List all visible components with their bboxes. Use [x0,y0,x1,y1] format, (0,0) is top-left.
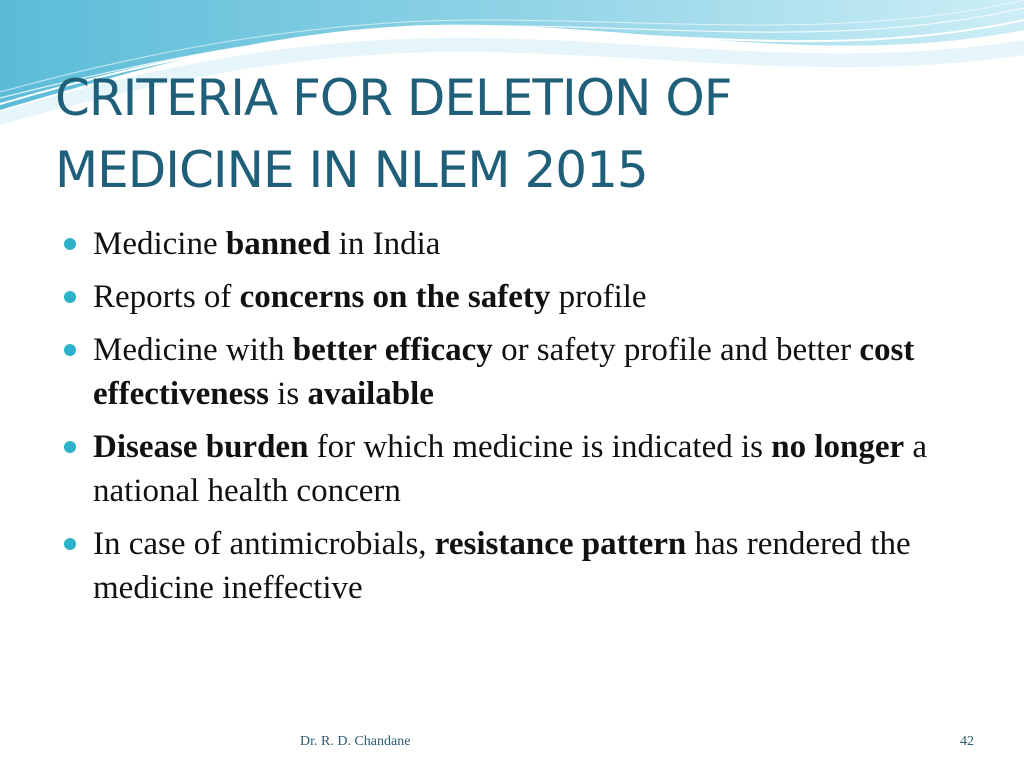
bullet-bold-text: no longer [771,429,905,465]
bullet-item [60,522,980,610]
bullet-text: Reports of [93,279,240,315]
slide-title [55,62,985,206]
bullet-bold-text: concerns on the safety [239,279,551,315]
bullet-item [60,328,980,416]
footer-author: Dr. R. D. Chandane [300,734,411,749]
bullet-text: is [268,376,308,412]
slide-title-line-1: CRITERIA FOR DELETION OF [55,69,732,127]
bullet-text: profile [550,279,647,315]
bullet-bold-text: Disease burden [93,429,309,465]
bullet-bold-text: banned [225,226,331,262]
bullet-list [60,222,980,619]
bullet-text: in India [330,226,441,262]
bullet-text: Medicine with [93,332,293,368]
bullet-bold-text: available [307,376,434,412]
bullet-item [60,425,980,513]
bullet-dot-icon [64,538,76,550]
bullet-text: or safety profile and better [492,332,860,368]
bullet-bold-text: cost effectiveness [93,332,915,412]
bullet-item [60,275,980,319]
bullet-bold-text: resistance pattern [434,526,687,562]
bullet-text: a national health concern [93,429,928,509]
bullet-text: Medicine [93,226,226,262]
bullet-dot-icon [64,441,76,453]
bullet-dot-icon [64,238,76,250]
bullet-text: In case of antimicrobials, [93,526,435,562]
bullet-bold-text: better efficacy [292,332,493,368]
slide-title-line-2: MEDICINE IN NLEM 2015 [55,141,648,199]
bullet-text: has rendered the medicine ineffective [93,526,911,606]
bullet-text: for which medicine is indicated is [308,429,772,465]
bullet-dot-icon [64,291,76,303]
bullet-dot-icon [64,344,76,356]
slide-number: 42 [960,734,974,749]
bullet-item [60,222,980,266]
